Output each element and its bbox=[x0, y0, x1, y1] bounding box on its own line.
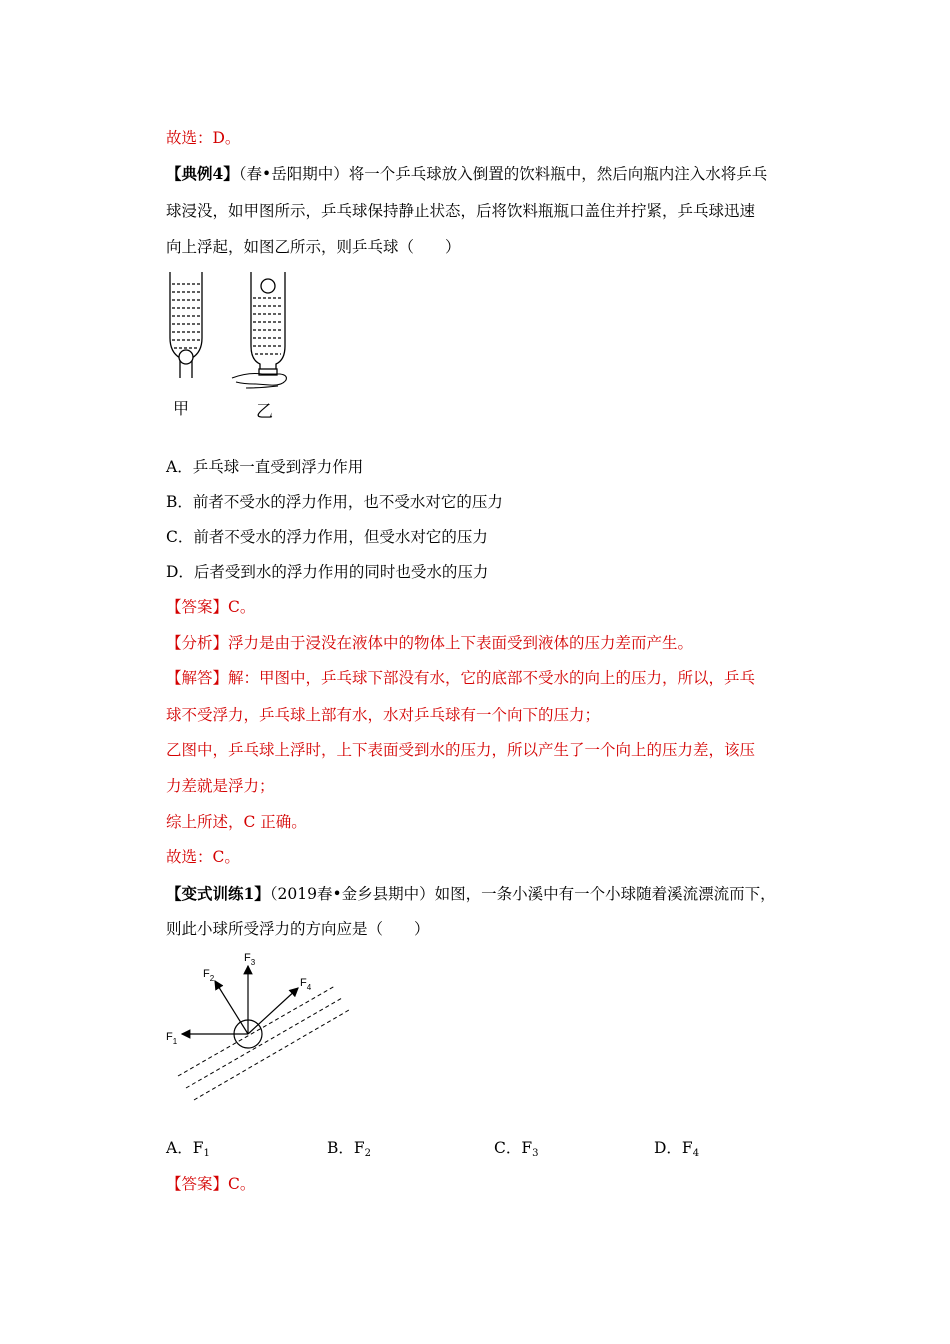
example-4-option-d: D．后者受到水的浮力作用的同时也受水的压力 bbox=[166, 563, 489, 581]
example-4-option-a: A．乒乓球一直受到浮力作用 bbox=[166, 458, 364, 476]
example-4-tag: 【典例4】 bbox=[166, 164, 239, 183]
variant-1-answer bbox=[166, 1174, 255, 1194]
figure-label-yi: 乙 bbox=[256, 402, 273, 421]
example-4-analysis bbox=[166, 633, 693, 653]
variant-1-option-d: D．$F_4$ bbox=[654, 1139, 700, 1159]
example-4-solution-line-5: 综上所述，C 正确。 bbox=[166, 813, 307, 831]
example-4-solution-line-1 bbox=[166, 668, 755, 688]
variant-1-line-2: 则此小球所受浮力的方向应是（ ） bbox=[166, 920, 430, 938]
variant-1-option-a: A．$F_1$ bbox=[166, 1139, 210, 1159]
previous-final-answer: 故选：D。 bbox=[166, 129, 241, 147]
bottle-jia bbox=[170, 272, 202, 378]
label-f4: $F_4$ bbox=[300, 977, 312, 992]
force-f2-arrow bbox=[215, 981, 248, 1034]
analysis-text: 浮力是由于浸没在液体中的物体上下表面受到液体的压力差而产生。 bbox=[228, 634, 694, 652]
hand-icon bbox=[232, 374, 286, 389]
analysis-tag: 【分析】 bbox=[166, 634, 229, 652]
example-4-line-1 bbox=[166, 164, 767, 184]
example-4-solution-line-2: 球不受浮力，乒乓球上部有水，水对乒乓球有一个向下的压力； bbox=[166, 706, 601, 724]
force-diagram bbox=[160, 948, 360, 1113]
variant-answer-value: C。 bbox=[228, 1175, 256, 1193]
answer-tag: 【答案】 bbox=[166, 598, 229, 616]
label-f3: $F_3$ bbox=[244, 952, 256, 967]
example-4-line-2: 球浸没，如甲图所示，乒乓球保持静止状态，后将饮料瓶瓶口盖住并拧紧，乒乓球迅速 bbox=[166, 202, 756, 220]
label-f2: $F_2$ bbox=[203, 968, 215, 983]
answer-value: C。 bbox=[228, 598, 256, 616]
example-4-option-b: B．前者不受水的浮力作用，也不受水对它的压力 bbox=[166, 493, 503, 511]
figure-label-jia: 甲 bbox=[173, 401, 190, 418]
stream-lines bbox=[178, 986, 349, 1100]
variant-1-line-1 bbox=[166, 884, 776, 904]
variant-1-option-c: C．$F_3$ bbox=[494, 1139, 539, 1159]
example-4-final-answer: 故选：C。 bbox=[166, 848, 240, 866]
variant-1-option-b: B．$F_2$ bbox=[327, 1139, 372, 1159]
variant-answer-tag: 【答案】 bbox=[166, 1175, 229, 1193]
variant-1-tag: 【变式训练1】 bbox=[166, 884, 270, 903]
example-4-solution-line-4: 力差就是浮力； bbox=[166, 777, 275, 795]
label-f1: $F_1$ bbox=[166, 1031, 178, 1046]
example-4-option-c: C．前者不受水的浮力作用，但受水对它的压力 bbox=[166, 528, 488, 546]
solution-tag: 【解答】 bbox=[166, 669, 229, 687]
bottle-yi bbox=[232, 272, 286, 388]
example-4-text-1: （春•岳阳期中）将一个乒乓球放入倒置的饮料瓶中，然后向瓶内注入水将乒乓 bbox=[238, 165, 768, 183]
solution-text-1: 解：甲图中，乒乓球下部没有水，它的底部不受水的向上的压力，所以，乒乓 bbox=[228, 669, 756, 687]
example-4-line-3: 向上浮起，如图乙所示，则乒乓球（ ） bbox=[166, 238, 461, 256]
example-4-answer bbox=[166, 597, 255, 617]
variant-1-text-1: （2019春•金乡县期中）如图，一条小溪中有一个小球随着溪流漂流而下， bbox=[269, 885, 776, 903]
bottle-figure bbox=[160, 268, 300, 423]
example-4-solution-line-3: 乙图中，乒乓球上浮时，上下表面受到水的压力，所以产生了一个向上的压力差，该压 bbox=[166, 741, 756, 759]
